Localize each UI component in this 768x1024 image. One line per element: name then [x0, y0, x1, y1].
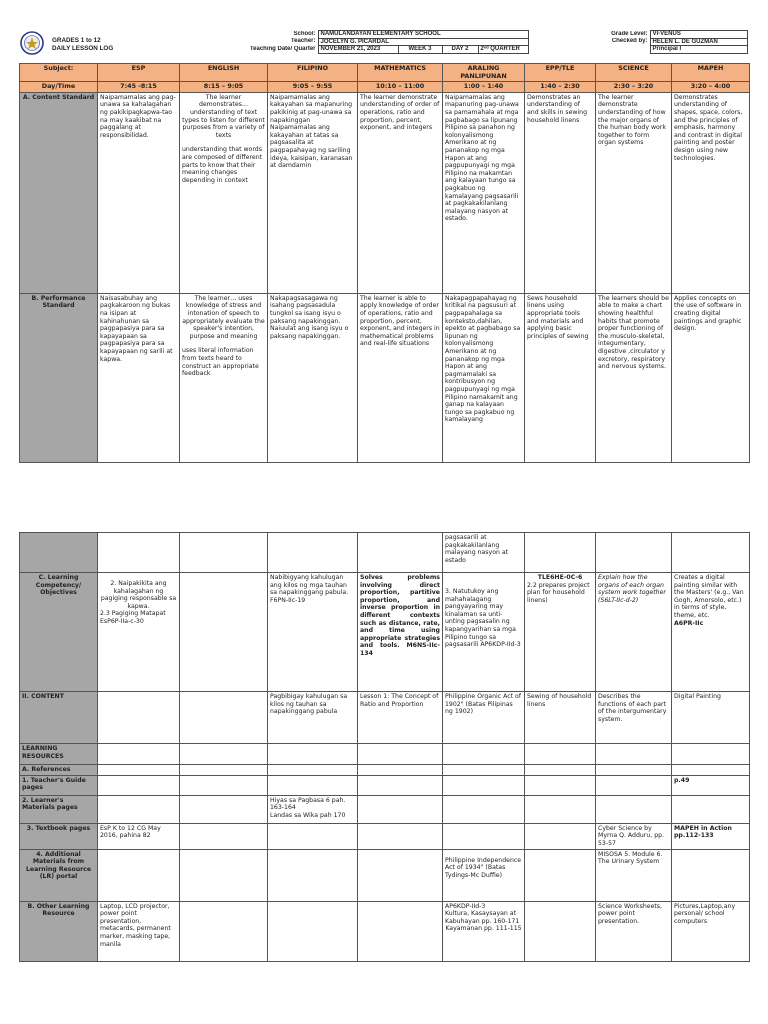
- school-label: School:: [293, 30, 316, 37]
- performance-standard-ap-cont: pagsasarili at pagkakakilanlang malayang nasyon at estado: [443, 533, 525, 573]
- header-info-table: [214, 30, 748, 54]
- performance-standard-filipino: Nakapagsasagawa ng isahang pagsasadula tungkol sa isang isyu o paksang napakinggan. Naiuulat ang isang isyu o paksang napakinggan.: [268, 293, 358, 462]
- quarter-value: 2ⁿᵈ QUARTER: [478, 46, 528, 54]
- subject-filipino: FILIPINO: [268, 64, 358, 82]
- lm-filipino-1: Hiyas sa Pagbasa 6 pah. 163-164: [270, 796, 346, 812]
- textbook-science: Cyber Science by Myrna Q. Adduru, pp. 53-57: [596, 823, 672, 849]
- subject-science: SCIENCE: [596, 64, 672, 82]
- competency-mapeh: [672, 573, 750, 692]
- content-standard-science: The learner demonstrate understanding of how the major organs of the human body work together to form organ systems: [596, 92, 672, 293]
- additional-materials-science: MISOSA 5. Module 6. The Urinary System: [596, 849, 672, 901]
- content-standard-esp: Naipamamalas ang pag-unawa sa kahalagahan ng pakikipagkapwa-tao na may kaakibat na paggalang at responsibilidad.: [98, 92, 180, 293]
- am-ap-text: Philippine Independence Act of 1934" (Batas Tydings-Mc Duffie): [445, 856, 522, 879]
- time-epp: 1:40 – 2:30: [525, 82, 596, 93]
- competency-science: Explain how the organs of each organ system work together (S6LT-IIc-d-2): [596, 573, 672, 692]
- content-ap: Philippine Organic Act of 1902" (Batas Pilipinas ng 1902): [443, 692, 525, 744]
- time-esp: 7:45 -8:15: [98, 82, 180, 93]
- textbook-mapeh: MAPEH in Action pp.112-133: [672, 823, 750, 849]
- content-label: II. CONTENT: [20, 692, 98, 744]
- additional-materials-label: 4. Additional Materials from Learning Resource (LR) portal: [20, 849, 98, 901]
- teachers-guide-label: 1. Teacher's Guide pages: [20, 775, 98, 795]
- document-title: [52, 37, 113, 53]
- lesson-log-table-1: [19, 63, 750, 463]
- other-ap-1: AP6KDP-IId-3: [445, 902, 486, 910]
- other-resources-ap: [443, 901, 525, 961]
- other-resources-label: B. Other Learning Resource: [20, 901, 98, 961]
- learners-materials-label: 2. Learner's Materials pages: [20, 795, 98, 823]
- time-filipino: 9:05 – 9:55: [268, 82, 358, 93]
- content-standard-ap: Naipamamalas ang mapanuring pag-unawa sa pamamahala at mga pagbabago sa lipunang Pilipino sa panahon ng kolonyalismong Amerikano at ng pananakop ng mga Hapon at ang pagpupunyagi ng mga Pilipino na makamtan ang kalayaan tungo sa pagkabuo ng kamalayang pagsasarili at pagkakakilanlang malayang nasyon at estado.: [443, 92, 525, 293]
- subject-mapeh: MAPEH: [672, 64, 750, 82]
- performance-standard-mapeh: Applies concepts on the use of software in creating digital paintings and graphic design.: [672, 293, 750, 462]
- other-resources-esp: Laptop, LCD projector, power point presentation, metacards, permanent marker, masking tape, manila: [98, 901, 180, 961]
- content-epp: Sewing of household linens: [525, 692, 596, 744]
- daytime-label: Day/Time: [20, 82, 98, 93]
- other-resources-mapeh: Pictures,Laptop,any personal/ school computers: [672, 901, 750, 961]
- day-value: DAY 2: [442, 46, 478, 54]
- content-science: Describes the functions of each part of the intergumentary system.: [596, 692, 672, 744]
- time-math: 10:10 – 11:00: [358, 82, 443, 93]
- competency-ap: [443, 573, 525, 692]
- cs-english-p1: The learner demonstrates… understanding of text types to listen for different purposes from a variety of texts: [182, 93, 265, 139]
- subject-math: MATHEMATICS: [358, 64, 443, 82]
- textbook-label: 3. Textbook pages: [20, 823, 98, 849]
- competency-epp: [525, 573, 596, 692]
- ps-english-p1: The learner… uses knowledge of stress and intonation of speech to appropriately evaluate the speaker's intention, purpose and meaning: [182, 294, 265, 340]
- competency-math: Solves problems involving direct proportion, partitive proportion, and inverse proportion in different contexts such as distance, rate, and time using appropriate strategies and tools. M6NS-IIc-134: [358, 573, 443, 692]
- comp-mapeh-code: A6PR-IIc: [674, 619, 704, 627]
- textbook-esp: EsP K to 12 CG May 2016, pahina 82: [98, 823, 180, 849]
- time-mapeh: 3:20 – 4:00: [672, 82, 750, 93]
- date-value: NOVEMBER 21, 2023: [318, 46, 398, 54]
- comp-ap-text: 3. Natutukoy ang mahahalagang pangyayaring may kinalaman sa unti-unting pagsasalin ng kapangyarihan sa mga Pilipino tungo sa pagsasarili AP6KDP-IId-3: [445, 588, 521, 649]
- other-ap-2: Kultura, Kasaysayan at Kabuhayan pp. 160-171: [445, 910, 520, 925]
- cs-filipino-p2: Naipamamalas ang kakayahan at tatas sa pagsasalita at pagpapahayag ng sariling ideya, kaisipan, karanasan at damdamin: [270, 124, 353, 170]
- competency-esp: [98, 573, 180, 692]
- content-standard-english: [180, 92, 268, 293]
- teacher-label: Teacher:: [290, 38, 316, 45]
- competency-label: C. Learning Competency/ Objectives: [20, 573, 98, 692]
- additional-materials-ap: [443, 849, 525, 901]
- content-filipino: Pagbibigay kahulugan sa kilos ng tauhan sa napakinggang pabula: [268, 692, 358, 744]
- other-resources-science: Science Worksheets, power point presentation.: [596, 901, 672, 961]
- subject-esp: ESP: [98, 64, 180, 82]
- performance-standard-ap: Nakapagpapahayag ng kritikal na pagsusuri at pagpapahalaga sa konteksto,dahilan, epekto at pagbabago sa lipunan ng kolonyalismong Amerikano at ng pananakop ng mga Hapon at ang pagmamalaki sa kontribusyon ng pagpupunyagi ng mga Pilipino namakamit ang ganap na kalayaan tungo sa pagkabuo ng kamalayang: [443, 293, 525, 462]
- subject-label: Subject:: [20, 64, 98, 82]
- comp-esp-2: 2.3 Pagiging Matapat: [100, 610, 166, 618]
- cs-filipino-p1: Naipamamalas ang kakayahan sa mapanuring pakikinig at pag-unawa sa napakinggan: [270, 93, 353, 124]
- comp-esp-3: EsP6P-IIa-c-30: [100, 617, 144, 625]
- ps-english-p2: uses literal information from texts heard to construct an appropriate feedback: [182, 347, 259, 378]
- performance-standard-epp: Sews household linens using appropriate tools and materials and applying basic principles of sewing: [525, 293, 596, 462]
- time-english: 8:15 – 9:05: [180, 82, 268, 93]
- subject-english: ENGLISH: [180, 64, 268, 82]
- subject-ap: ARALING PANLIPUNAN: [443, 64, 525, 82]
- learning-resources-label: LEARNING RESOURCES: [20, 744, 98, 765]
- subject-epp: EPP/TLE: [525, 64, 596, 82]
- performance-standard-science: The learners should be able to make a chart showing healthful habits that promote proper functioning of the musculo-skeletal, integumentary, digestive ,circulator y excretory, respiratory and nervous systems.: [596, 293, 672, 462]
- principal-value: Principal I: [650, 46, 747, 54]
- lm-filipino-2: Landas sa Wika pah 170: [270, 811, 346, 819]
- content-standard-epp: Demonstrates an understanding of and skills in sewing household linens: [525, 92, 596, 293]
- performance-standard-label: B. Performance Standard: [20, 293, 98, 462]
- deped-seal-logo: [20, 31, 44, 55]
- comp-mapeh-text: Creates a digital painting similar with the Masters' (e.g., Van Gogh, Amorsolo, etc.) in terms of style, theme, etc.: [674, 574, 744, 619]
- content-standard-label: A. Content Standard: [20, 92, 98, 293]
- week-value: WEEK 3: [398, 46, 442, 54]
- title-line-1: GRADES 1 to 12: [52, 37, 101, 44]
- teachers-guide-mapeh: p.49: [672, 775, 750, 795]
- content-mapeh: Digital Painting: [672, 692, 750, 744]
- content-math: Lesson 1: The Concept of Ratio and Proportion: [358, 692, 443, 744]
- title-line-2: DAILY LESSON LOG: [52, 45, 114, 52]
- content-standard-math: The learner demonstrate understanding of order of operations, ratio and proportion, percent, exponent, and integers: [358, 92, 443, 293]
- references-label: A. References: [20, 765, 98, 776]
- competency-filipino: Nabibigyang kahulugan ang kilos ng mga tauhan sa napakinggang pabula. F6PN-IIc-19: [268, 573, 358, 692]
- grade-label: Grade Level:: [611, 30, 648, 37]
- cs-english-p2: understanding that words are composed of different parts to know that their meaning changes depending in context: [182, 146, 263, 184]
- date-label: Teaching Date/ Quarter: [249, 45, 316, 52]
- teacher-value: JOCELYN G. PICARDAL: [318, 38, 528, 46]
- school-value: NAMULANDAYAN ELEMENTARY SCHOOL: [318, 31, 528, 39]
- time-science: 2:30 – 3:20: [596, 82, 672, 93]
- learners-materials-filipino: [268, 795, 358, 823]
- performance-standard-english: [180, 293, 268, 462]
- grade-value: VI-VENUS: [650, 31, 747, 39]
- comp-esp-1: 2. Naipakikita ang kahalagahan ng pagiging responsable sa kapwa.: [100, 580, 177, 610]
- performance-standard-esp: Naisasabuhay ang pagkakaroon ng bukas na isipan at kahinahunan sa pagpapasiya para sa kapayapaan sa pagpapasiya para sa kapayapaan ng sarili at kapwa.: [98, 293, 180, 462]
- comp-epp-text: 2.2 prepares project plan for household linens): [527, 581, 590, 604]
- lesson-log-table-2: [19, 532, 750, 962]
- performance-standard-math: The learner is able to apply knowledge of order of operations, ratio and proportion, percent, exponent, and integers in mathematical problems and real-life situations: [358, 293, 443, 462]
- comp-epp-code: TLE6HE-0C-6: [537, 574, 583, 581]
- time-ap: 1:00 – 1:40: [443, 82, 525, 93]
- content-standard-filipino: [268, 92, 358, 293]
- other-ap-3: Kayamanan pp. 111-115: [445, 925, 522, 933]
- content-standard-mapeh: Demonstrates understanding of shapes, space, colors, and the principles of emphasis, harmony and contrast in digital painting and poster design using new technologies.: [672, 92, 750, 293]
- checked-value: HELEN L. DE GUZMAN: [650, 38, 747, 46]
- checked-label: Checked by:: [611, 38, 648, 45]
